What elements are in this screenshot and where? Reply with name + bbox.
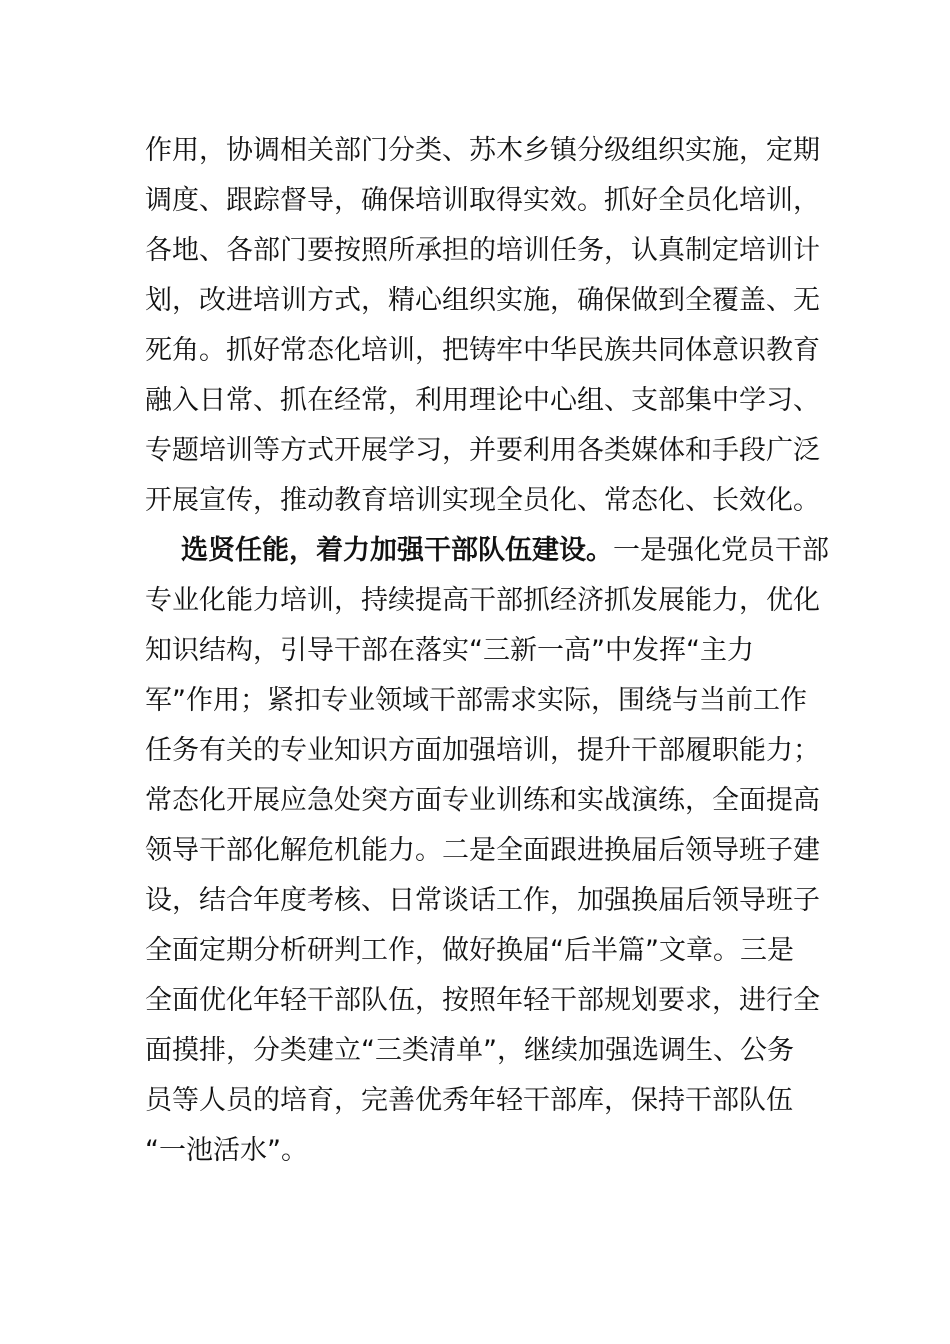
- paragraph-1-line-4: 划，改进培训方式，精心组织实施，确保做到全覆盖、无: [145, 285, 820, 316]
- paragraph-2-line-12: 员等人员的培育，完善优秀年轻干部库，保持干部队伍: [145, 1085, 793, 1116]
- paragraph-2-line-3: 知识结构，引导干部在落实“三新一高”中发挥“主力: [145, 635, 754, 666]
- paragraph-1-line-6: 融入日常、抓在经常，利用理论中心组、支部集中学习、: [145, 385, 820, 416]
- paragraph-2-line-7: 领导干部化解危机能力。二是全面跟进换届后领导班子建: [145, 835, 820, 866]
- section-heading: 选贤任能，着力加强干部队伍建设。: [181, 535, 613, 566]
- paragraph-2-line-9: 全面定期分析研判工作，做好换届“后半篇”文章。三是: [145, 935, 794, 966]
- paragraph-2-line-1: [181, 526, 881, 576]
- paragraph-1-line-1: 作用，协调相关部门分类、苏木乡镇分级组织实施，定期: [145, 135, 820, 166]
- paragraph-2-line-10: 全面优化年轻干部队伍，按照年轻干部规划要求，进行全: [145, 985, 820, 1016]
- paragraph-1-line-7: 专题培训等方式开展学习，并要利用各类媒体和手段广泛: [145, 435, 820, 466]
- paragraph-2-line-13: “一池活水”。: [145, 1135, 308, 1166]
- paragraph-2-line-11: 面摸排，分类建立“三类清单”，继续加强选调生、公务: [145, 1035, 794, 1066]
- paragraph-1-line-8: 开展宣传，推动教育培训实现全员化、常态化、长效化。: [145, 485, 820, 516]
- paragraph-1-line-5: 死角。抓好常态化培训，把铸牢中华民族共同体意识教育: [145, 335, 820, 366]
- paragraph-2-line-5: 任务有关的专业知识方面加强培训，提升干部履职能力；: [145, 735, 820, 766]
- paragraph-2-line-1-text: 一是强化党员干部: [613, 535, 829, 566]
- paragraph-2-line-2: 专业化能力培训，持续提高干部抓经济抓发展能力，优化: [145, 585, 820, 616]
- paragraph-1-line-2: 调度、跟踪督导，确保培训取得实效。抓好全员化培训，: [145, 185, 820, 216]
- paragraph-2-line-6: 常态化开展应急处突方面专业训练和实战演练，全面提高: [145, 785, 820, 816]
- paragraph-2-line-8: 设，结合年度考核、日常谈话工作，加强换届后领导班子: [145, 885, 820, 916]
- paragraph-1-line-3: 各地、各部门要按照所承担的培训任务，认真制定培训计: [145, 235, 820, 266]
- paragraph-2-line-4: 军”作用；紧扣专业领域干部需求实际，围绕与当前工作: [145, 685, 807, 716]
